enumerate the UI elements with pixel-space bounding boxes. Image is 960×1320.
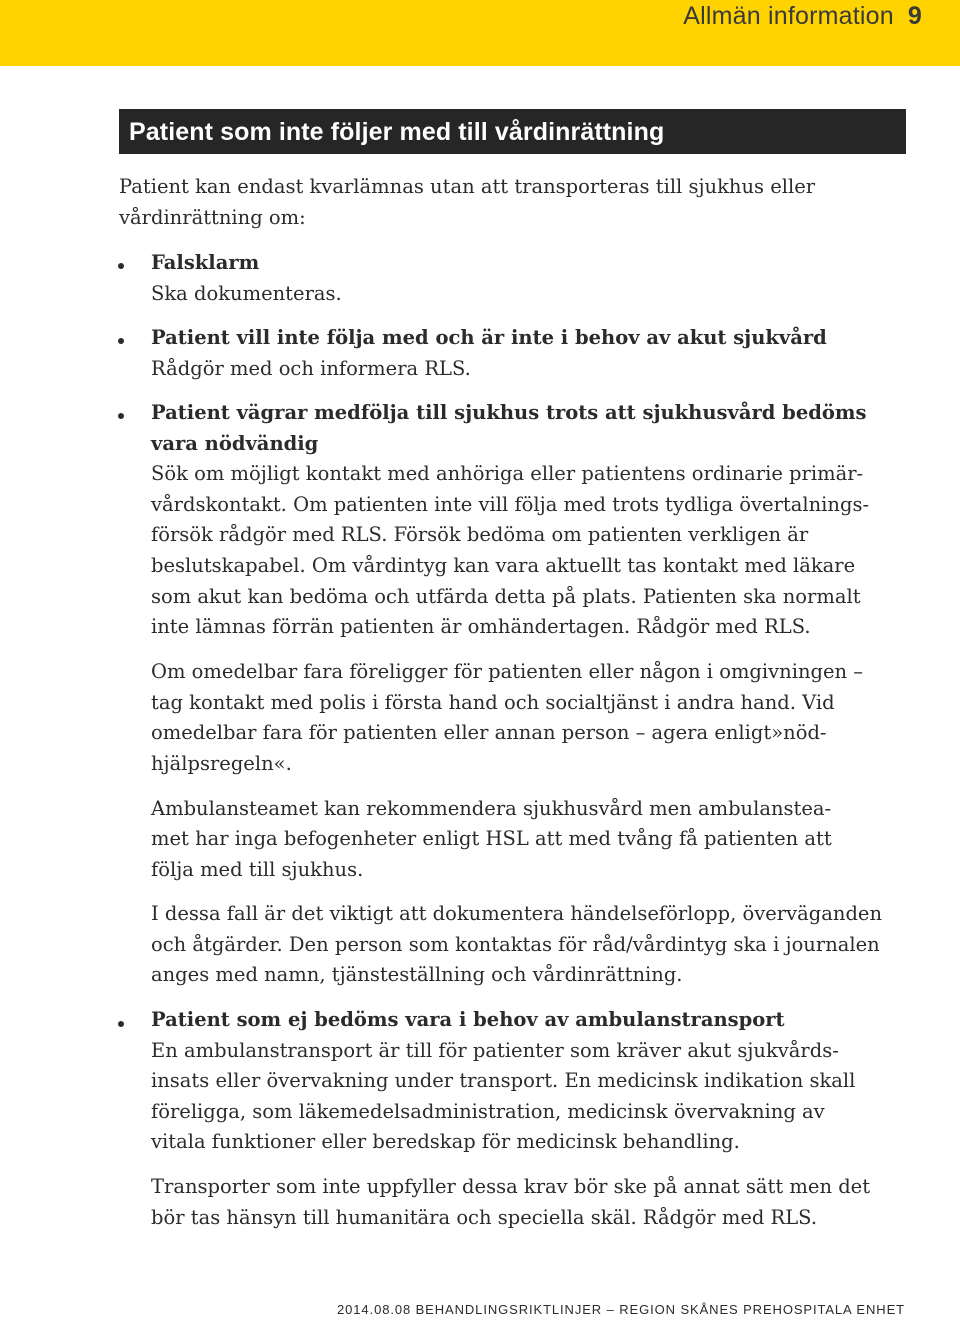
section-title: Allmän information [683,2,894,30]
paragraph-line: bör tas hänsyn till humanitära och speciella skäl. Rådgör med RLS. [151,1206,818,1229]
item-body-line: Ska dokumenteras. [151,282,342,305]
paragraph-line: Om omedelbar fara föreligger för patienten eller någon i omgivningen – [151,660,864,683]
bullet-icon [118,1021,124,1027]
item-body-line: föreligga, som läkemedelsadministration, medicinsk övervakning av [151,1100,825,1123]
intro-line: vårdinrättning om: [119,206,306,229]
paragraph-line: tag kontakt med polis i första hand och socialtjänst i andra hand. Vid [151,691,835,714]
bullet-icon [118,413,124,419]
paragraph-line: I dessa fall är det viktigt att dokumentera händelseförlopp, överväganden [151,902,883,925]
page-number: 9 [907,2,922,30]
paragraph-line: hjälpsregeln«. [151,752,292,775]
item-body-line: En ambulanstransport är till för patienter som kräver akut sjukvårds- [151,1039,839,1062]
item-heading: Patient som ej bedöms vara i behov av ambulanstransport [151,1008,785,1031]
item-heading: Patient vägrar medfölja till sjukhus trots att sjukhusvård bedöms [151,401,867,424]
page-footer: 2014.08.08 BEHANDLINGSRIKTLINJER – REGION SKÅNES PREHOSPITALA ENHET [337,1302,905,1317]
running-header [683,2,922,31]
paragraph-line: och åtgärder. Den person som kontaktas för råd/vårdintyg ska i journalen [151,933,880,956]
paragraph-line: följa med till sjukhus. [151,858,364,881]
paragraph-line: Transporter som inte uppfyller dessa krav bör ske på annat sätt men det [151,1175,871,1198]
bullet-icon [118,263,124,269]
intro-line: Patient kan endast kvarlämnas utan att transporteras till sjukhus eller [119,175,816,198]
item-body-line: försök rådgör med RLS. Försök bedöma om patienten verkligen är [151,523,809,546]
item-body-line: vårdskontakt. Om patienten inte vill följa med trots tydliga övertalnings- [151,493,870,516]
paragraph-line: omedelbar fara för patienten eller annan person – agera enligt»nöd- [151,721,827,744]
paragraph-line: met har inga befogenheter enligt HSL att med tvång få patienten att [151,827,832,850]
item-heading: Patient vill inte följa med och är inte i behov av akut sjukvård [151,326,827,349]
item-body-line: Rådgör med och informera RLS. [151,357,471,380]
item-heading: vara nödvändig [151,432,319,455]
paragraph-line: Ambulansteamet kan rekommendera sjukhusvård men ambulanstea- [151,797,832,820]
item-body-line: inte lämnas förrän patienten är omhändertagen. Rådgör med RLS. [151,615,811,638]
section-heading: Patient som inte följer med till vårdinrättning [119,109,906,154]
bullet-icon [118,338,124,344]
item-body-line: Sök om möjligt kontakt med anhöriga eller patientens ordinarie primär- [151,462,864,485]
item-body-line: beslutskapabel. Om vårdintyg kan vara aktuellt tas kontakt med läkare [151,554,856,577]
item-heading: Falsklarm [151,251,260,274]
item-body-line: insats eller övervakning under transport. En medicinsk indikation skall [151,1069,856,1092]
item-body-line: som akut kan bedöma och utfärda detta på plats. Patienten ska normalt [151,585,861,608]
paragraph-line: anges med namn, tjänsteställning och vårdinrättning. [151,963,683,986]
item-body-line: vitala funktioner eller beredskap för medicinsk behandling. [151,1130,740,1153]
